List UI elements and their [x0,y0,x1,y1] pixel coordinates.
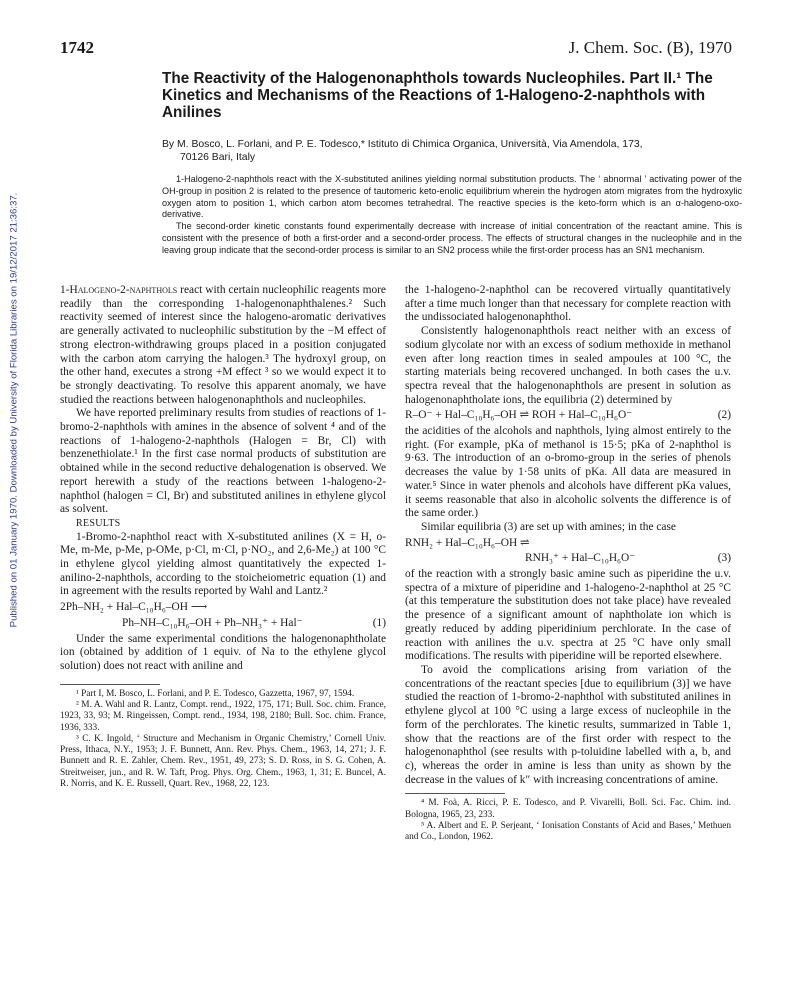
equation-3-body: RNH₃⁺ + Hal–C₁₀H₆O⁻ [525,552,636,565]
footnote: ¹ Part I, M. Bosco, L. Forlani, and P. E. Todesco, Gazzetta, 1967, 97, 1594. [76,688,355,699]
body-paragraph: 1-Bromo-2-naphthol react with X-substituted anilines (X = H, o-Me, m-Me, p-Me, p-OMe, p·Cl, m·Cl, p·NO₂, and 2,6-Me₂) at 100 °C in ethylene glycol yielding almost quantitatively the expected 1-anilino-2-naphthols, according to the stoicheiometric equation (1) and in agreement with the results reported by Wahl and Lantz.² [60,530,386,598]
abstract-paragraph-1: 1-Halogeno-2-naphthols react with the X-substituted anilines yielding normal substitution products. The ‘ abnormal ’ activating power of the OH-group in position 2 is related to the presence of tautomeric keto-enolic equilibrium wherein the hydrogen atom migrates from the hydroxylic oxygen atom to position 1, which carbon atom becomes tetrahedral. The reactive species is the keto-form which is an α-halogeno-oxo-derivative. [162,174,742,220]
body-paragraph: Under the same experimental conditions the halogenonaphtholate ion (obtained by addition of 1 equiv. of Na to the ethylene glycol solution) does not react with aniline and [60,632,386,672]
equation-1-line-2 [60,617,386,631]
equation-number: (2) [717,409,731,422]
abstract-paragraph-2: The second-order kinetic constants found experimentally decrease with increase of initial concentration of the reactant amine. This is consistent with the presence of both a first-order and a second-order process. The effects of structural changes in the nucleophile and in the leaving group indicate that the second-order process is similar to an SN2 process while the first-order process has an SN1 mechanism. [162,221,742,255]
intro-lead: 1-Halogeno-2-naphthols [60,284,178,296]
right-column [405,284,731,844]
intro-text: react with certain nucleophilic reagents more readily than the corresponding 1-halogenonaphthalenes.² Such reactivity seemed of interest since the halogeno-aromatic derivatives are generally activated to nucleophilic substitution by the −M effect of strong electron-withdrawing groups placed in a position conjugated with the carbon atom carrying the halogen.³ The hydroxyl group, on the other hand, executes a strong +M effect ³ so we would expect it to be strongly deactivating. To resolve this apparent anomaly, we have studied the reactions between halogenonaphthols and nucleophiles. [60,284,386,406]
equation-1-line-1: 2Ph–NH₂ + Hal–C₁₀H₆–OH ⟶ [60,601,208,614]
footnote-divider [60,684,160,685]
footnote: ² M. A. Wahl and R. Lantz, Compt. rend., 1922, 175, 171; Bull. Soc. chim. France, 1923, 33, 93; M. Ringeissen, Compt. rend., 1934, 198, 2180; Bull. Soc. chim. France, 1936, 333. [60,699,386,733]
footnote: ⁴ M. Foà, A. Ricci, P. E. Todesco, and P. Vivarelli, Boll. Sci. Fac. Chim. ind. Bologna, 1965, 23, 233. [405,798,731,820]
journal-header: J. Chem. Soc. (B), 1970 [568,38,732,57]
left-column [60,284,386,790]
body-paragraph: Consistently halogenonaphthols react neither with an excess of sodium glycolate nor with an excess of sodium methoxide in methanol even after long reaction times in sealed ampoules at 100 °C, the starting materials being recovered unchanged. In both cases the u.v. spectra reveal that the halogenonaphthols are present in solution as halogenonaphtholate ions, the equilibria (2) determined by [405,325,731,406]
author-line: By M. Bosco, L. Forlani, and P. E. Todesco,* Istituto di Chimica Organica, Università, Via Amendola, 173, [162,139,643,150]
equation-2 [405,409,731,423]
page-number: 1742 [60,38,94,57]
footnote: ⁵ A. Albert and E. P. Serjeant, ‘ Ionisation Constants of Acid and Bases,’ Methuen and Co., London, 1962. [405,820,731,843]
body-paragraph: the 1-halogeno-2-naphthol can be recovered virtually quantitatively after a time much longer than that necessary for complete reaction with the undissociated halogenonaphthol. [405,284,731,324]
download-sidebar-text[interactable]: Published on 01 January 1970. Downloaded by University of Florida Libraries on 19/12/2017 21:36:37. [8,192,20,628]
address-line: 70126 Bari, Italy [180,152,256,163]
article-title: The Reactivity of the Halogenonaphthols towards Nucleophiles. Part II.¹ The Kinetics and Mechanisms of the Reactions of 1-Halogeno-2-naphthols with Anilines [162,70,713,121]
body-paragraph: We have reported preliminary results from studies of reactions of 1-bromo-2-naphthols with amines in the absence of solvent ⁴ and of the reactions of 1-halogeno-2-naphthols (Halogen = Br, Cl) with benzenethiolate.¹ In the first case normal products of substitution are obtained while in the second reductive dehalogenation is observed. We report herewith a study of the reactions between 1-halogeno-2-naphthol (halogen = Cl, Br) and substituted anilines in ethylene glycol as solvent. [60,407,386,516]
body-paragraph: the acidities of the alcohols and naphthols, lying almost entirely to the right. (For example, pKa of methanol is 15·5; pKa of 2-naphthol is 9·63. The introduction of an o-bromo-group in the series of phenols decreases the value by 1·58 units of pKa. All data are measured in water.⁵ Since in water phenols and alcohols have different pKa values, it seems reasonable that also in alcoholic solvents the difference is of the same order.) [405,425,731,520]
equation-number: (3) [717,552,731,565]
body-paragraph: Similar equilibria (3) are set up with amines; in the case [421,520,676,533]
body-paragraph: To avoid the complications arising from variation of the concentrations of the reactant species [due to equilibrium (3)] we have studied the reaction of 1-bromo-2-naphthol with substituted anilines in ethylene glycol at 100 °C using a large excess of nucleophile in the form of the perchlorates. The kinetic results, summarized in Table 1, show that the reactions are of the first order with respect to the halogenonaphthol (see results with p-toluidine labelled with a, b, and c), whereas the order in amine is less than unity as shown by the decrease in the values of k″ with increasing concentrations of amine. [405,663,731,786]
section-heading-results: RESULTS [76,517,121,529]
equation-number: (1) [372,616,386,629]
abstract [162,174,742,257]
equation-1-body: Ph–NH–C₁₀H₆–OH + Ph–NH₃⁺ + Hal⁻ [122,616,303,629]
equation-3-line-2 [405,552,731,566]
footnote-divider [405,793,505,794]
body-paragraph: of the reaction with a strongly basic amine such as piperidine the u.v. spectra of a mixture of piperidine and 1-halogeno-2-naphthol at 25 °C (at this temperature the substitution does not take place) have revealed the presence of a significant amount of naphtholate ion which is greatly reduced by adding piperidinium perchlorate. In the case of reaction with anilines the u.v. spectra at 25 °C have only small modifications. The results with piperidine will be reported elsewhere. [405,568,731,663]
intro-paragraph [60,284,386,407]
author-block [162,138,742,164]
equation-3-line-1: RNH₂ + Hal–C₁₀H₆–OH ⇌ [405,536,530,549]
footnote: ³ C. K. Ingold, ‘ Structure and Mechanism in Organic Chemistry,’ Cornell Univ. Press, Ithaca, N.Y., 1953; J. F. Bunnett, Ann. Rev. Phys. Chem., 1963, 14, 271; J. F. Bunnett and R. E. Zahler, Chem. Rev., 1951, 49, 273; S. D. Ross, in S. G. Cohen, A. Streitweiser, jun., and R. W. Taft, Prog. Phys. Org. Chem., 1963, 1, 31; E. Buncel, A. R. Norris, and K. E. Russell, Quart. Rev., 1968, 22, 123. [60,733,386,790]
equation-2-body: R–O⁻ + Hal–C₁₀H₆–OH ⇌ ROH + Hal–C₁₀H₆O⁻ [405,409,633,422]
download-sidebar[interactable] [7,180,21,640]
